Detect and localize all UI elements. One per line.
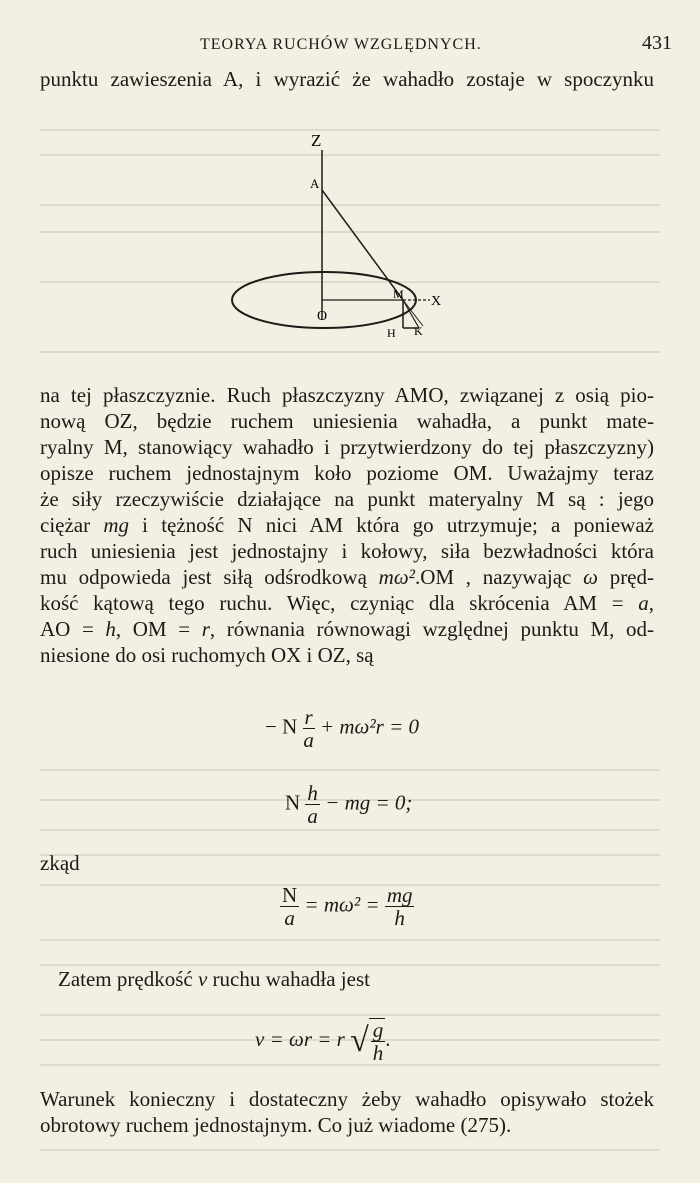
pendulum-diagram xyxy=(225,120,475,350)
text-line: zkąd xyxy=(40,851,80,875)
equation-1: − N $\frac{r}{a}$ + mω²r = 0 xyxy=(265,705,420,752)
text-line: punktu zawieszenia A, i wyrazić że wahadło zostaje w spoczynku xyxy=(40,67,654,91)
page-number: 431 xyxy=(642,32,672,54)
label-z: Z xyxy=(311,131,322,150)
label-k: K xyxy=(414,324,423,338)
string-am xyxy=(322,190,403,300)
text-line: że siły rzeczywiście działające na punkt materyalny M są : jego xyxy=(40,487,654,511)
text-line: Warunek konieczny i dostateczny żeby wahadło opisywało stożek xyxy=(40,1087,654,1111)
text-line: mu odpowieda jest siłą odśrodkową mω².OM , nazywając ω pręd- xyxy=(40,565,654,589)
label-o: O xyxy=(317,309,328,324)
text-line: ryalny M, stanowiący wahadło i przytwierdzony do tej płaszczyzny) xyxy=(40,435,654,459)
label-h: H xyxy=(387,326,396,340)
pendulum-svg xyxy=(225,120,475,350)
text-line: ruch uniesienia jest jednostajny i kołowy, siła bezwładności która xyxy=(40,539,654,563)
text-line: opisze ruchem jednostajnym koło poziome OM. Uważajmy teraz xyxy=(40,461,654,485)
text-line: kość kątową tego ruchu. Więc, czyniąc dla skrócenia AM = a, xyxy=(40,591,654,615)
label-x: X xyxy=(431,294,442,309)
text-line: niesione do osi ruchomych OX i OZ, są xyxy=(40,643,374,667)
running-title: TEORYA RUCHÓW WZGLĘDNYCH. xyxy=(200,36,482,53)
text-line: ciężar mg i tężność N nici AM która go utrzymuje; a ponieważ xyxy=(40,513,654,537)
text-line: Zatem prędkość v ruchu wahadła jest xyxy=(58,967,370,991)
equation-2: N $\frac{h}{a}$ − mg = 0; xyxy=(285,781,413,828)
text-line: AO = h, OM = r, równania równowagi względnej punktu M, od- xyxy=(40,617,654,641)
equation-3: $\frac{N}{a}$ = mω² = $\frac{mg}{h}$ xyxy=(282,883,413,930)
label-m: M xyxy=(393,287,404,301)
text-line: nową OZ, będzie ruchem uniesienia wahadła, a punkt mate- xyxy=(40,409,654,433)
label-a: A xyxy=(310,176,320,191)
text-line: obrotowy ruchem jednostajnym. Co już wiadome (275). xyxy=(40,1113,512,1137)
equation-4: v = ωr = r √ $\frac{g}{h}$ . xyxy=(255,1018,391,1065)
page-header xyxy=(0,28,700,58)
text-line: na tej płaszczyznie. Ruch płaszczyzny AMO, związanej z osią pio- xyxy=(40,383,654,407)
